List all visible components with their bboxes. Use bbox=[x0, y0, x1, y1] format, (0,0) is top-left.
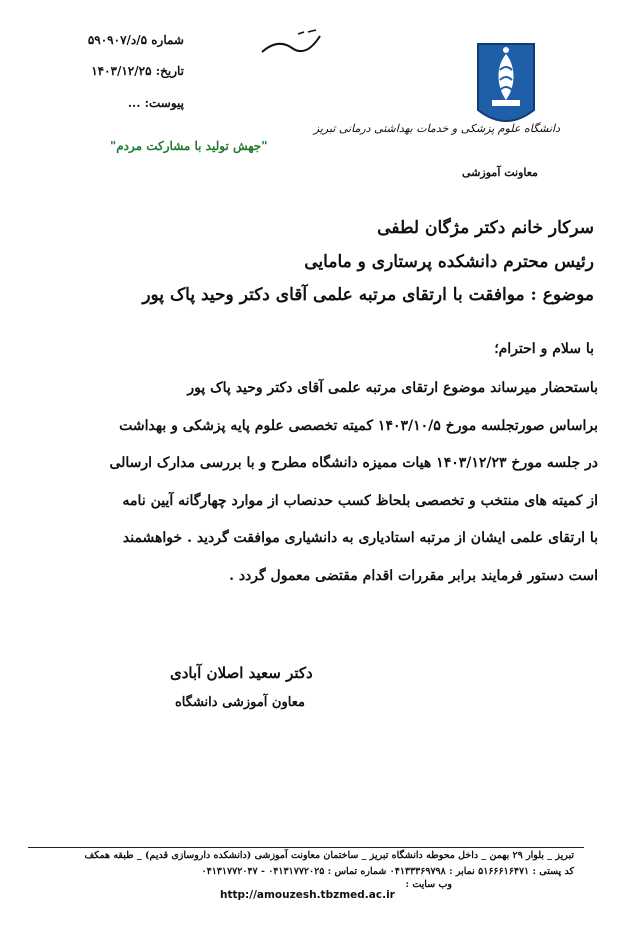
body-line: با ارتقای علمی ایشان از مرتبه استادیاری به دانشیاری موافقت گردید . خواهشمند bbox=[122, 530, 598, 546]
greeting: با سلام و احترام؛ bbox=[494, 341, 594, 357]
subject-line: موضوع : موافقت با ارتقای مرتبه علمی آقای دکتر وحید پاک پور bbox=[142, 285, 594, 305]
footer-divider bbox=[28, 847, 584, 848]
footer-website-link[interactable]: http://amouzesh.tbzmed.ac.ir bbox=[220, 889, 395, 901]
calligraphy-mark-icon bbox=[258, 28, 328, 58]
addressee-title: رئیس محترم دانشکده پرستاری و مامایی bbox=[304, 252, 594, 272]
addressee-name: سرکار خانم دکتر مژگان لطفی bbox=[377, 218, 594, 238]
letter-attachment: پیوست: ... bbox=[127, 96, 184, 110]
body-line: براساس صورتجلسه مورخ ۱۴۰۳/۱۰/۵ کمیته تخصصی علوم پایه پزشکی و بهداشت bbox=[119, 417, 598, 434]
footer-website-label: وب سایت : bbox=[405, 879, 452, 890]
department-label: معاونت آموزشی bbox=[462, 166, 538, 179]
letter-number: شماره ۵/د/۵۹۰۹۰۷ bbox=[87, 33, 184, 47]
logo-caption: دانشگاه علوم پزشکی و خدمات بهداشتی درمانی تبریز bbox=[313, 122, 560, 135]
footer-address: تبریز _ بلوار ۲۹ بهمن _ داخل محوطه دانشگاه تبریز _ ساختمان معاونت آموزشی (دانشکده داروسازی قدیم) _ طبقه همکف bbox=[84, 850, 574, 861]
body-line: از کمیته های منتخب و تخصصی بلحاظ کسب حدنصاب از موارد چهارگانه آیین نامه bbox=[122, 492, 598, 509]
body-line: است دستور فرمایند برابر مقررات اقدام مقتضی معمول گردد . bbox=[229, 567, 598, 584]
signatory-name: دکتر سعید اصلان آبادی bbox=[170, 664, 313, 682]
letter-body bbox=[38, 370, 598, 595]
signatory-title: معاون آموزشی دانشگاه bbox=[175, 695, 305, 710]
body-line: در جلسه مورخ ۱۴۰۳/۱۲/۲۳ هیات ممیزه دانشگاه مطرح و با بررسی مدارک ارسالی bbox=[109, 455, 598, 471]
letter-date: تاریخ: ۱۴۰۳/۱۲/۲۵ bbox=[91, 64, 184, 78]
body-line: باستحضار میرساند موضوع ارتقای مرتبه علمی آقای دکتر وحید پاک پور bbox=[187, 380, 598, 396]
footer-contact: کد پستی : ۵۱۶۶۶۱۶۴۷۱ نمابر : ۰۴۱۳۳۳۶۹۷۹۸ شماره تماس : ۰۴۱۳۱۷۷۲۰۲۵ - ۰۴۱۳۱۷۷۲۰۴۷ bbox=[201, 866, 574, 877]
slogan: "جهش تولید با مشارکت مردم" bbox=[110, 139, 268, 153]
